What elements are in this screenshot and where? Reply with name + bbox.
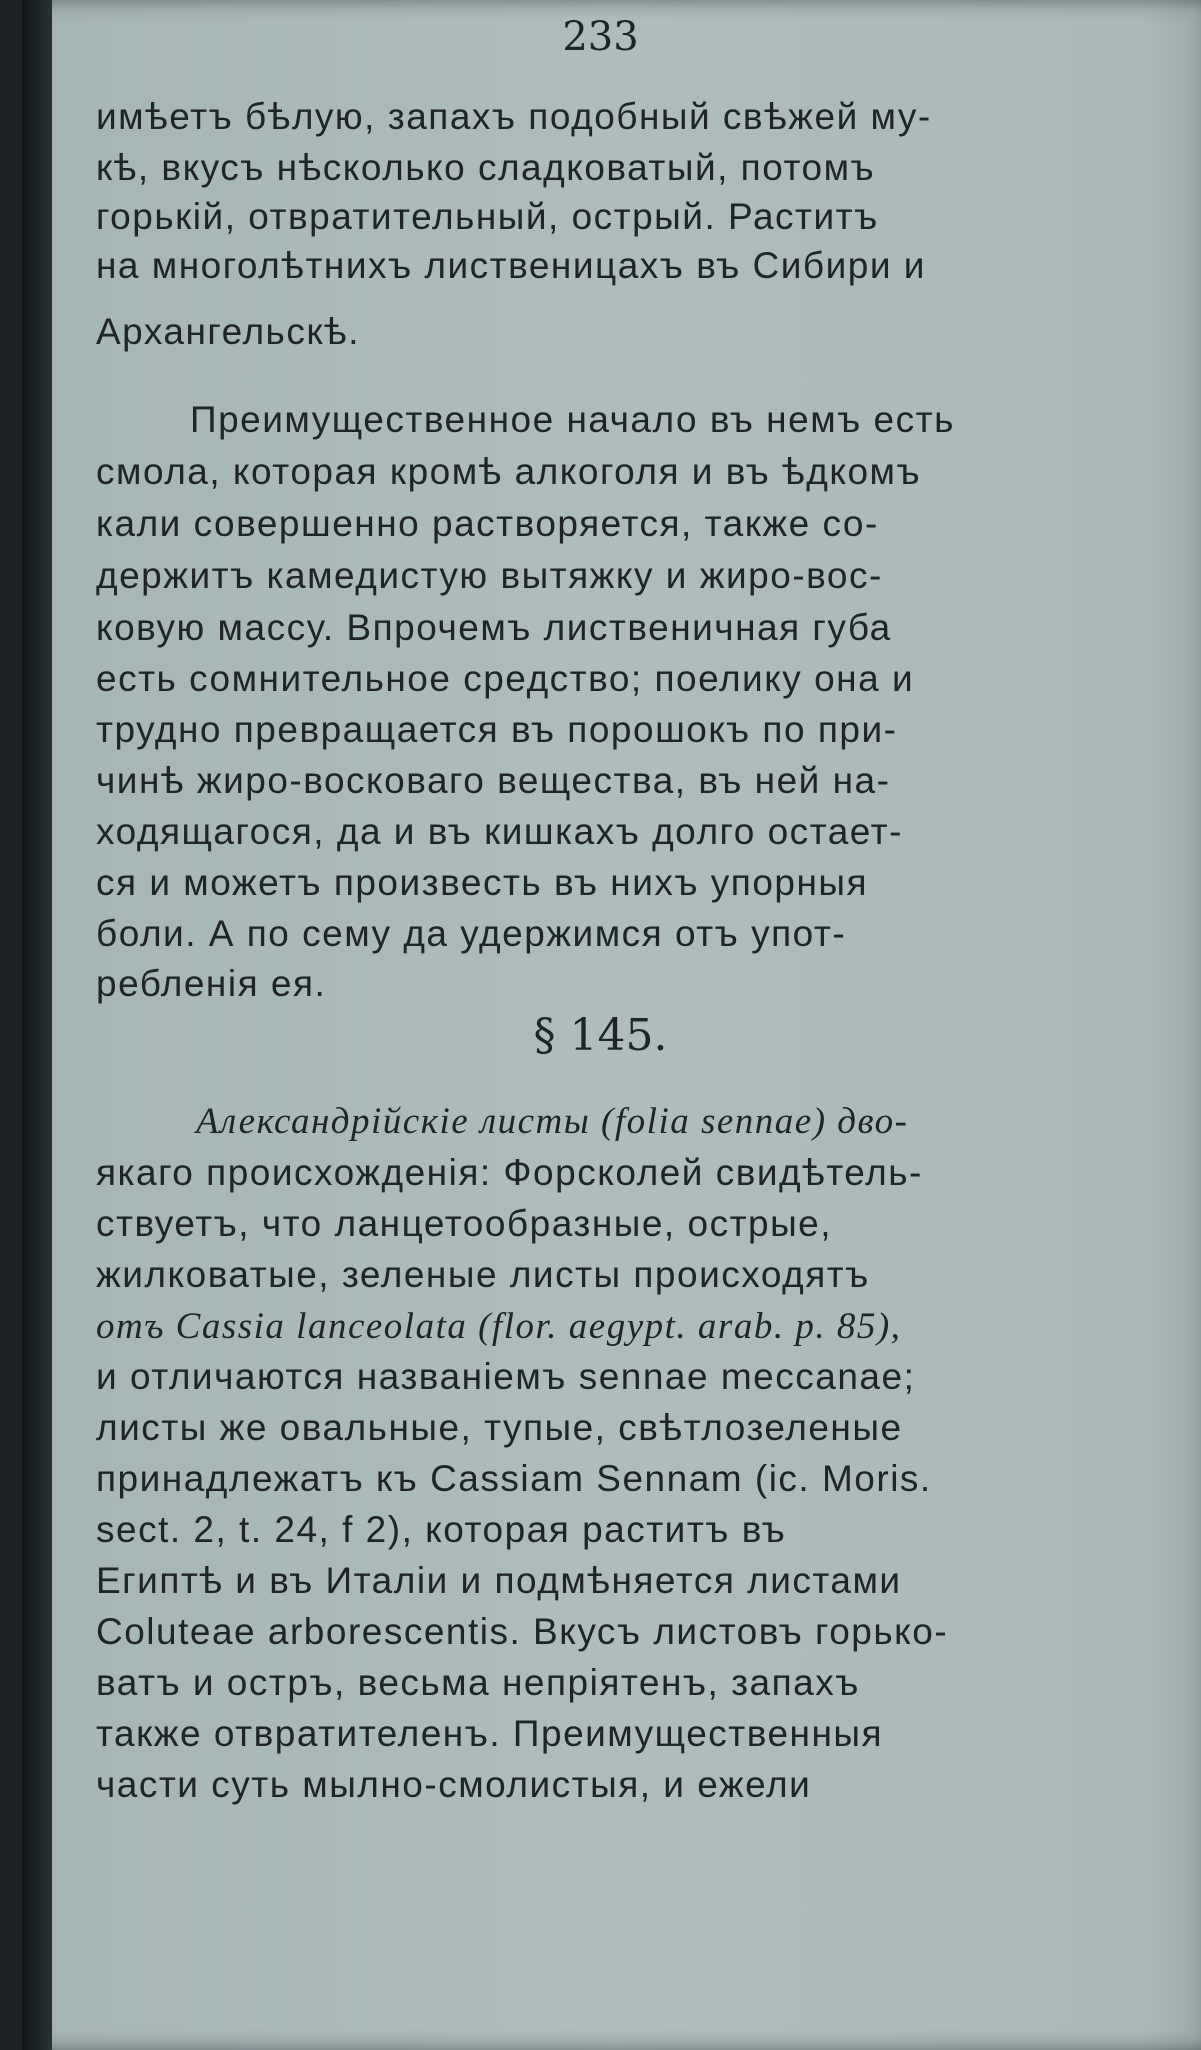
text-line: боли. А по сему да удержимся отъ упот- [96,913,847,954]
text-line: на многолѣтнихъ лиственицахъ въ Сибири и [96,245,926,286]
text-line: листы же овальные, тупые, свѣтлозеленые [96,1407,903,1448]
text-line: Coluteae arborescentis. Вкусъ листовъ горько- [96,1611,949,1652]
text-line: отъ Cassia lanceolata (flor. aegypt. arab. p. 85), [96,1306,902,1347]
text-line: ходящагося, да и въ кишкахъ долго остает- [96,811,903,852]
text-line: и отличаются названіемъ sennae meccanae; [96,1356,916,1397]
text-line: горькій, отвратительный, острый. Раститъ [96,196,879,237]
text-line: есть сомнительное средство; поелику она и [96,658,915,699]
text-line: части суть мылно-смолистыя, и ежели [96,1764,812,1805]
text-line: Преимущественное начало въ немъ есть [190,399,955,440]
text-line: держитъ камедистую вытяжку и жиро-вос- [96,555,883,596]
text-line: жилковатые, зеленые листы происходятъ [96,1254,870,1295]
text-line: sect. 2, t. 24, f 2), которая раститъ въ [96,1509,787,1550]
text-line: Архангельскѣ. [96,311,360,352]
text-line: ребленія ея. [96,963,327,1004]
text-line: смола, которая кромѣ алкоголя и въ ѣдкомъ [96,451,922,492]
section-heading: § 145. [533,1010,668,1061]
text-line: ватъ и остръ, весьма непріятенъ, запахъ [96,1662,860,1703]
text-line: кали совершенно растворяется, также со- [96,503,879,544]
text-line: ся и можетъ произвесть въ нихъ упорныя [96,862,869,903]
text-line: чинѣ жиро-восковаго вещества, въ ней на- [96,760,891,801]
text-line: также отвратителенъ. Преимущественныя [96,1713,884,1754]
text-line: Египтѣ и въ Италіи и подмѣняется листами [96,1560,902,1601]
text-line: ковую массу. Впрочемъ лиственичная губа [96,607,892,648]
text-line: кѣ, вкусъ нѣсколько сладковатый, потомъ [96,147,876,188]
text-line: якаго происхожденія: Форсколей свидѣтель- [96,1152,923,1193]
text-line: ствуетъ, что ланцетообразные, острые, [96,1203,833,1244]
text-line: имѣетъ бѣлую, запахъ подобный свѣжей му- [96,96,932,137]
text-line: трудно превращается въ порошокъ по при- [96,709,898,750]
text-line: Александрійскіе листы (folia sennae) дво- [196,1101,909,1142]
page-number: 233 [562,14,639,60]
text-line: принадлежатъ къ Cassiam Sennam (ic. Moris. [96,1458,932,1499]
